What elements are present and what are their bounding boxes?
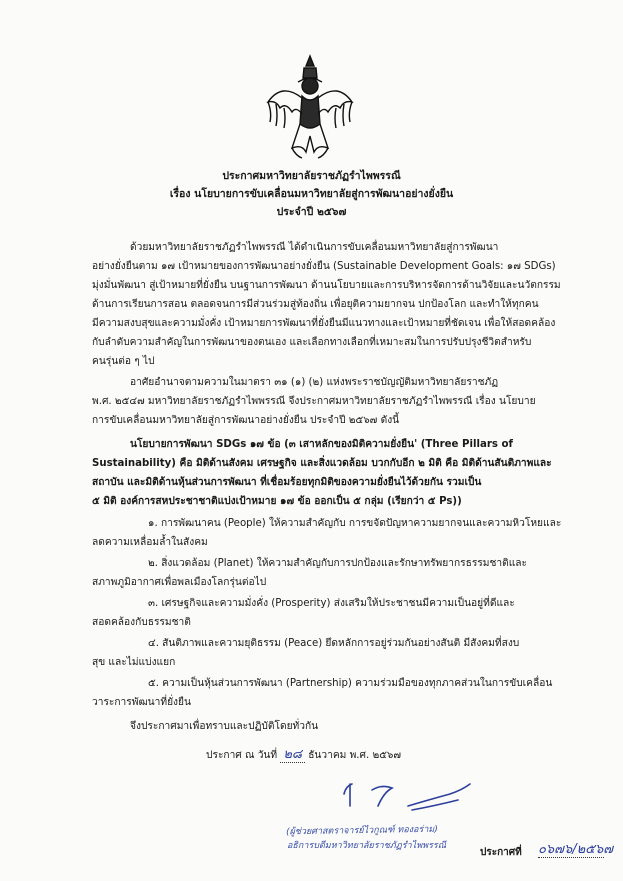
doc-number-value: ๐๖๗๖/๒๕๖๗	[538, 842, 614, 857]
announcement-title: ประกาศมหาวิทยาลัยราชภัฏรำไพพรรณี	[222, 170, 401, 182]
policy-paragraph-line: Sustainability) คือ มิติด้านสังคม เศรษฐกิจ และสิ่งแวดล้อม บวกกับอีก ๒ มิติ คือ มิติด้านสันติภาพและ	[92, 458, 552, 469]
list-item: ๑. การพัฒนาคน (People) ให้ความสำคัญกับ การขจัดปัญหาความยากจนและความหิวโหยและ	[148, 518, 562, 529]
paragraph-1-line: กับลำดับความสำคัญในการพัฒนาของตนเอง และเลือกทางเลือกที่เหมาะสมในการปรับปรุงชีวิตสำหรับ	[92, 337, 532, 348]
list-item-continuation: สภาพภูมิอากาศเพื่อพลเมืองโลกรุ่นต่อไป	[92, 577, 267, 588]
list-item-continuation: สอดคล้องกับธรรมชาติ	[92, 617, 191, 628]
list-item-continuation: สุข และไม่แบ่งแยก	[92, 657, 176, 668]
list-item: ๔. สันติภาพและความยุติธรรม (Peace) ยึดหลักการอยู่ร่วมกันอย่างสันติ มีสังคมที่สงบ	[148, 638, 520, 649]
paragraph-1-line: อย่างยั่งยืนตาม ๑๗ เป้าหมายของการพัฒนาอย่างยั่งยืน (Sustainable Development Goals: ๑๗ SDGs)	[92, 261, 556, 272]
announcement-date	[206, 748, 401, 761]
list-item: ๒. สิ่งแวดล้อม (Planet) ให้ความสำคัญกับการปกป้องและรักษาทรัพยากรธรรมชาติและ	[148, 558, 528, 569]
closing-statement: จึงประกาศมาเพื่อทราบและปฏิบัติโดยทั่วกัน	[130, 721, 319, 732]
signatory-position: อธิการบดีมหาวิทยาลัยราชภัฏรำไพพรรณี	[287, 841, 447, 851]
doc-number-underline	[538, 857, 604, 858]
list-item: ๓. เศรษฐกิจและความมั่งคั่ง (Prosperity) ส่งเสริมให้ประชาชนมีความเป็นอยู่ที่ดีและ	[148, 598, 515, 609]
list-item-continuation: ลดความเหลื่อมล้ำในสังคม	[92, 537, 208, 548]
announcement-subject: เรื่อง นโยบายการขับเคลื่อนมหาวิทยาลัยสู่การพัฒนาอย่างยั่งยืน	[169, 188, 454, 200]
list-item: ๕. ความเป็นหุ้นส่วนการพัฒนา (Partnership) ความร่วมมือของทุกภาคส่วนในการขับเคลื่อน	[148, 678, 553, 689]
paragraph-2-line: อาศัยอำนาจตามความในมาตรา ๓๑ (๑) (๒) แห่งพระราชบัญญัติมหาวิทยาลัยราชภัฏ	[130, 377, 499, 388]
signature-icon	[338, 776, 478, 816]
garuda-emblem-icon	[262, 52, 358, 162]
paragraph-1-line: ด้านการเรียนการสอน ตลอดจนการมีส่วนร่วมสู่ท้องถิ่น เพื่อยุติความยากจน ปกป้องโลก และทำให้ทุกคน	[92, 299, 539, 310]
paragraph-1-line: มีความสงบสุขและความมั่งคั่ง เป้าหมายการพัฒนาที่ยั่งยืนมีแนวทางและเป้าหมายที่ชัดเจน เพื่อให้สอดคล้อง	[92, 318, 556, 329]
announcement-year: ประจำปี ๒๕๖๗	[276, 206, 347, 218]
paragraph-1-line: ด้วยมหาวิทยาลัยราชภัฏรำไพพรรณี ได้ดำเนินการขับเคลื่อนมหาวิทยาลัยสู่การพัฒนา	[130, 242, 499, 253]
paragraph-1-line: คนรุ่นต่อ ๆ ไป	[92, 356, 155, 367]
signatory-name: (ผู้ช่วยศาสตราจารย์ไวกูณฑ์ ทองอร่าม)	[285, 824, 438, 838]
paragraph-2-line: การขับเคลื่อนมหาวิทยาลัยสู่การพัฒนาอย่างยั่งยืน ประจำปี ๒๕๖๗ ดังนี้	[92, 415, 400, 426]
doc-number-label: ประกาศที่	[480, 847, 522, 858]
policy-paragraph-line: ๕ มิติ องค์การสหประชาชาติแบ่งเป้าหมาย ๑๗ ข้อ ออกเป็น ๕ กลุ่ม (เรียกว่า ๕ Ps))	[92, 496, 462, 507]
policy-paragraph-line: นโยบายการพัฒนา SDGs ๑๗ ข้อ (๓ เสาหลักของมิติความยั่งยืน' (Three Pillars of	[130, 439, 513, 450]
date-suffix: ธันวาคม พ.ศ. ๒๕๖๗	[308, 750, 402, 761]
policy-paragraph-line: สถาบัน และมิติด้านหุ้นส่วนการพัฒนา ที่เชื่อมร้อยทุกมิติของความยั่งยืนไว้ด้วยกัน รวมเป็น	[92, 477, 482, 488]
list-item-continuation: วาระการพัฒนาที่ยั่งยืน	[92, 697, 191, 708]
date-prefix: ประกาศ ณ วันที่	[206, 750, 278, 761]
paragraph-2-line: พ.ศ. ๒๕๔๗ มหาวิทยาลัยราชภัฏรำไพพรรณี จึงประกาศมหาวิทยาลัยราชภัฏรำไพพรรณี เรื่อง นโยบาย	[92, 396, 536, 407]
date-day: ๒๘	[280, 747, 305, 763]
paragraph-1-line: มุ่งมั่นพัฒนา สู่เป้าหมายที่ยั่งยืน บนฐานการพัฒนา ด้านนโยบายและการบริหารจัดการด้านวิจัยและนวัตกรรม	[92, 280, 561, 291]
